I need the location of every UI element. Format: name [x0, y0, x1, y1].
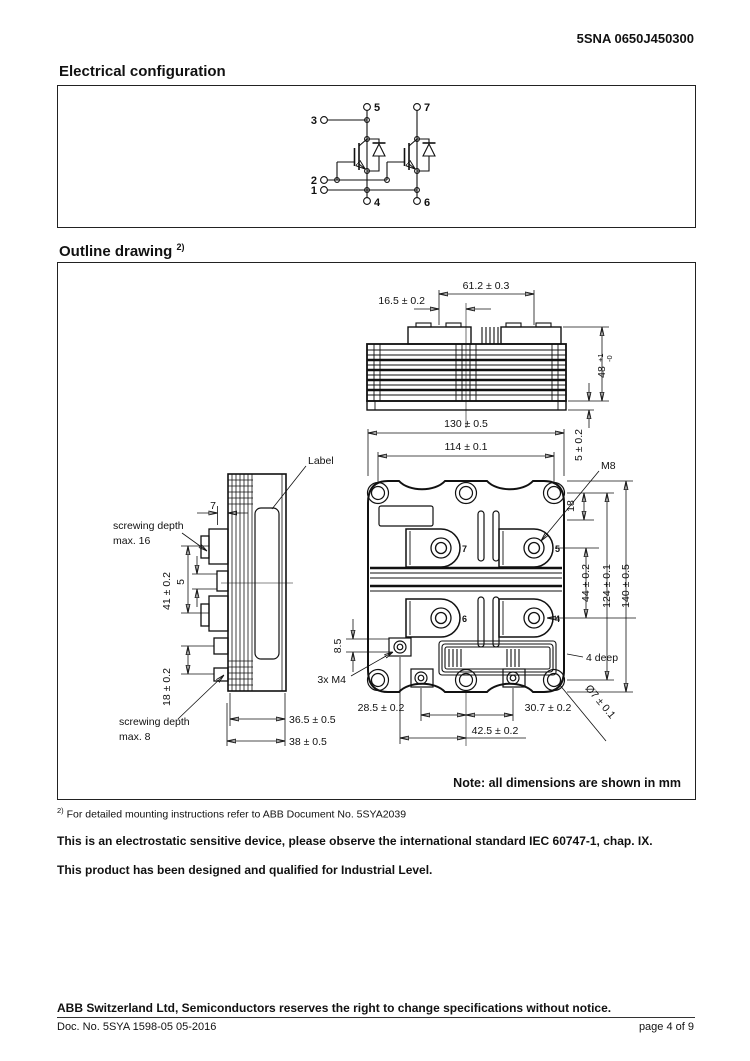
circuit-terminal-6-label: 6	[424, 197, 431, 209]
dim-28-5: 28.5 ± 0.2	[357, 702, 405, 714]
dimensions-note: Note: all dimensions are shown in mm	[453, 776, 681, 790]
footnote-text: For detailed mounting instructions refer to ABB Document No. 5SYA2039	[66, 808, 407, 821]
dim-124: 124 ± 0.1	[601, 564, 613, 608]
dim-7: 7	[210, 500, 216, 512]
callout-screw8-line1: screwing depth	[119, 716, 190, 728]
dim-48-plus: +1	[596, 353, 605, 362]
front-terminal-7-label: 7	[462, 544, 468, 554]
circuit-terminal-7-label: 7	[424, 102, 431, 114]
electrical-configuration-title-text: Electrical configuration	[59, 63, 226, 80]
footnote-sup: 2)	[57, 806, 64, 815]
circuit-terminal-5-label: 5	[374, 102, 381, 114]
dim-41: 41 ± 0.2	[161, 572, 173, 610]
front-terminal-5-label: 5	[555, 544, 561, 554]
type-label-recess	[379, 506, 433, 526]
dim-48: 48	[596, 366, 608, 378]
dimension-lines	[178, 290, 636, 746]
dim-36-5: 36.5 ± 0.5	[289, 714, 336, 726]
terminal-3-node	[321, 117, 328, 124]
outline-drawing-title	[59, 242, 185, 260]
circuit-terminal-4-label: 4	[374, 197, 381, 209]
dim-8-5: 8.5	[332, 638, 344, 654]
elevation-view	[367, 303, 566, 428]
qualification-notice: This product has been designed and qualified for Industrial Level.	[57, 863, 433, 877]
dim-30-7: 30.7 ± 0.2	[524, 702, 572, 714]
terminal-4-node	[364, 198, 371, 205]
terminal-6-node	[414, 198, 421, 205]
dim-61-2: 61.2 ± 0.3	[462, 280, 510, 292]
callout-3x-m4: 3x M4	[317, 674, 346, 686]
footer-notice: ABB Switzerland Ltd, Semiconductors reserves the right to change specifications without notice.	[57, 1001, 612, 1015]
electrical-configuration-box	[57, 85, 696, 228]
electrical-configuration-diagram	[58, 86, 695, 227]
callout-m8: M8	[601, 460, 616, 472]
footer-page-info: page 4 of 9	[638, 1021, 694, 1033]
dim-18: 18	[565, 500, 577, 512]
dim-18-side: 18 ± 0.2	[161, 668, 173, 706]
footer-doc-number: Doc. No. 5SYA 1598-05 05-2016	[57, 1021, 217, 1033]
front-terminal-4-label: 4	[555, 614, 561, 624]
circuit-terminal-3-label: 3	[310, 115, 317, 127]
dim-130: 130 ± 0.5	[444, 418, 488, 430]
dim-42-5: 42.5 ± 0.2	[471, 725, 519, 737]
circuit-terminal-2-label: 2	[310, 175, 317, 187]
dim-5-top: 5 ± 0.2	[573, 428, 585, 462]
callout-screw16-line2: max. 16	[113, 535, 151, 547]
dim-140: 140 ± 0.5	[620, 564, 632, 608]
terminal-7-node	[414, 104, 421, 111]
label-face	[255, 508, 279, 659]
terminal-5-node	[364, 104, 371, 111]
dim-dia7: Ø7 ± 0.1	[582, 682, 618, 722]
dim-44: 44 ± 0.2	[580, 564, 592, 602]
dim-16-5: 16.5 ± 0.2	[378, 295, 425, 307]
dim-114: 114 ± 0.1	[444, 441, 488, 453]
front-view	[368, 481, 565, 692]
callout-4-deep: 4 deep	[586, 652, 619, 664]
terminal-2-node	[321, 177, 328, 184]
outline-drawing-title-sup: 2)	[176, 242, 185, 252]
callout-label: Label	[308, 455, 334, 467]
front-terminal-6-label: 6	[462, 614, 468, 624]
dim-5-side: 5	[175, 579, 187, 585]
callout-screw8-line2: max. 8	[119, 731, 151, 743]
electrical-configuration-title	[59, 63, 226, 80]
callout-screw16-line1: screwing depth	[113, 520, 184, 532]
outline-drawing-title-text: Outline drawing	[59, 243, 173, 260]
dim-38: 38 ± 0.5	[289, 736, 327, 748]
outline-drawing-box	[57, 262, 696, 800]
esd-notice: This is an electrostatic sensitive device, please observe the international standard IEC 60747-1, chap. IX.	[57, 834, 653, 848]
terminal-1-node	[321, 187, 328, 194]
circuit-terminal-1-label: 1	[310, 185, 317, 197]
outline-drawing-figure	[58, 263, 695, 799]
document-number: 5SNA 0650J450300	[576, 31, 694, 46]
footer-divider	[57, 1017, 695, 1018]
footnote	[57, 806, 657, 821]
dim-48-minus: -0	[605, 355, 614, 362]
